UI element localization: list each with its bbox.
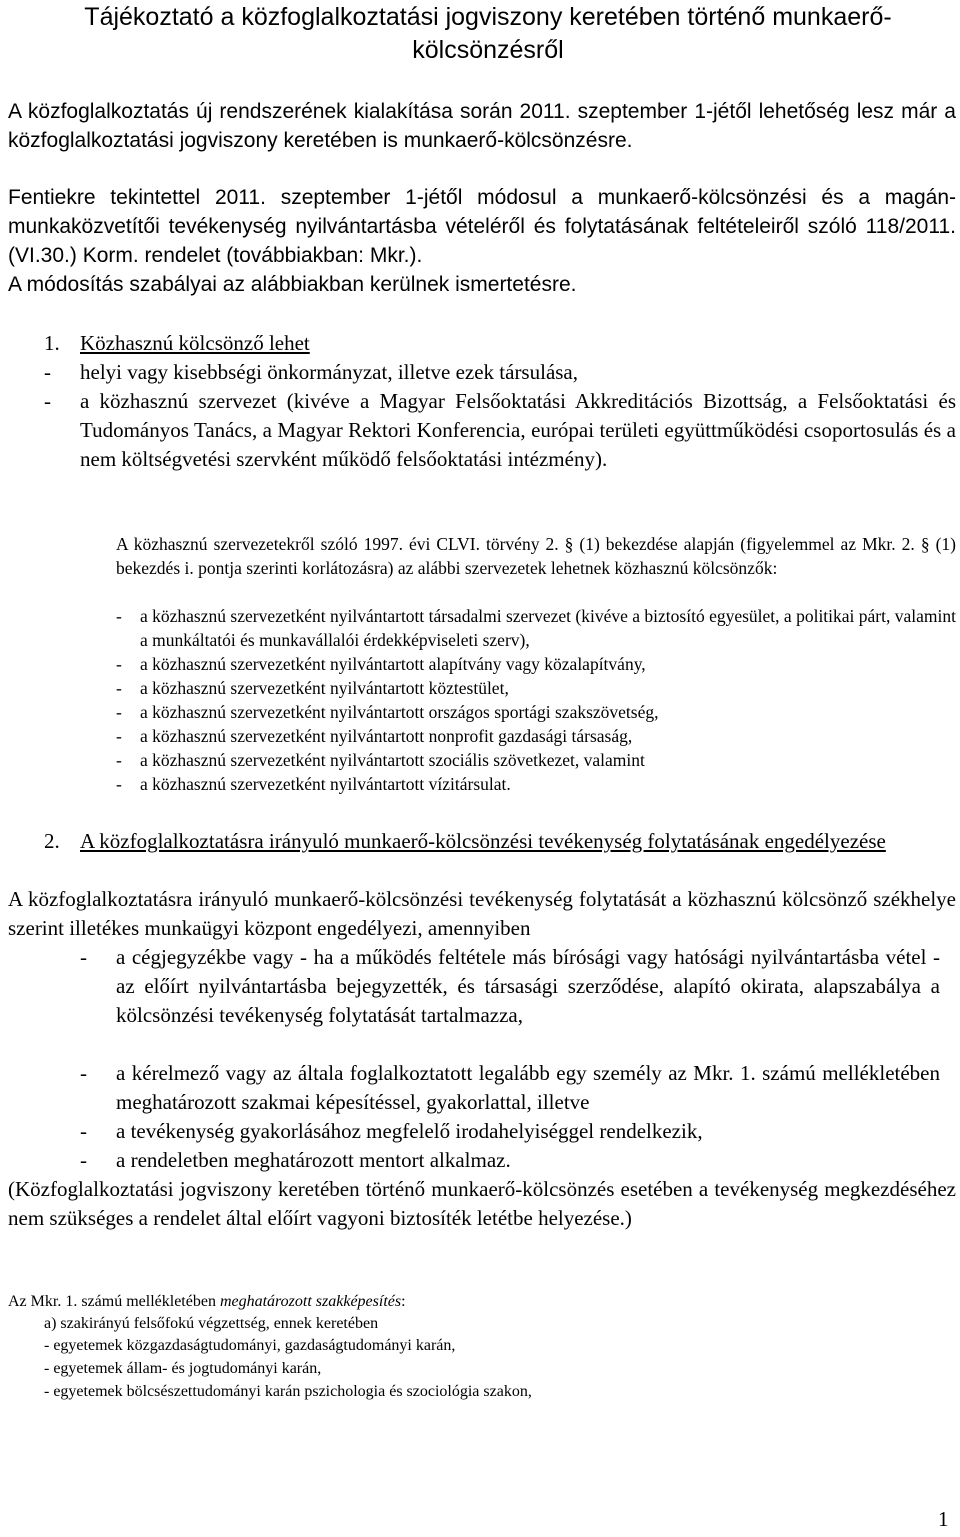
- note-item: a közhasznú szervezetként nyilvántartott alapítvány vagy közalapítvány,: [140, 654, 646, 674]
- note-item: a közhasznú szervezetként nyilvántartott köztestület,: [140, 678, 509, 698]
- section-1-item: helyi vagy kisebbségi önkormányzat, illetve ezek társulása,: [80, 360, 579, 384]
- section-1-heading: Közhasznú kölcsönző lehet: [80, 331, 310, 355]
- annex-item: a) szakirányú felsőfokú végzettség, ennek keretében: [44, 1315, 379, 1332]
- section-2-item: a cégjegyzékbe vagy - ha a működés feltétele más bírósági vagy hatósági nyilvántartásba vétel - az előírt nyilvántartásba bejegyzették, és társasági szerződése, alapító okirata, alapszabálya a kölcsönzési tevékenység folytatását tartalmazza,: [116, 945, 940, 1027]
- annex-intro-plain: Az Mkr. 1. számú mellékletében: [8, 1293, 216, 1310]
- note-dash: -: [116, 654, 122, 674]
- note-dash: -: [116, 726, 122, 746]
- annex-item: - egyetemek bölcsészettudományi karán pszichologia és szociológia szakon,: [44, 1383, 532, 1400]
- section-2-dash: -: [80, 1119, 87, 1143]
- intro-paragraph-1: A közfoglalkoztatás új rendszerének kialakítása során 2011. szeptember 1-jétől lehetőség lesz már a közfoglalkoztatási jogviszony keretében is munkaerő-kölcsönzésre.: [8, 100, 956, 152]
- section-1-note-intro: A közhasznú szervezetekről szóló 1997. évi CLVI. törvény 2. § (1) bekezdése alapján (figyelemmel az Mkr. 2. § (1) bekezdés i. pontja szerinti korlátozásra) az alábbi szervezetek lehetnek közhasznú kölcsönzők:: [116, 534, 956, 578]
- note-dash: -: [116, 678, 122, 698]
- section-1-number: 1.: [44, 331, 60, 355]
- section-2-intro: A közfoglalkoztatásra irányuló munkaerő-kölcsönzési tevékenység folytatását a közhasznú kölcsönző székhelye szerint illetékes munkaügyi központ engedélyezi, amennyiben: [8, 887, 956, 940]
- note-item: a közhasznú szervezetként nyilvántartott társadalmi szervezet (kivéve a biztosító egyesület, a politikai párt, valamint a munkáltatói és munkavállalói érdekképviseleti szerv),: [140, 606, 956, 650]
- note-dash: -: [116, 774, 122, 794]
- intro-paragraph-2: Fentiekre tekintettel 2011. szeptember 1-jétől módosul a munkaerő-kölcsönzési és a magán-munkaközvetítői tevékenység nyilvántartásba vételéről és folytatásának feltételeiről szóló 118/2011. (VI.30.) Korm. rendelet (továbbiakban: Mkr.).: [8, 186, 956, 267]
- annex-intro-colon: :: [401, 1293, 406, 1310]
- page-title: Tájékoztató a közfoglalkoztatási jogviszony keretében történő munkaerő-kölcsönzésről: [84, 3, 892, 64]
- section-2-dash: -: [80, 1061, 87, 1085]
- annex-intro: [8, 1291, 406, 1313]
- section-1-item: a közhasznú szervezet (kivéve a Magyar Felsőoktatási Akkreditációs Bizottság, a Felsőoktatási és Tudományos Tanács, a Magyar Rektori Konferencia, európai területi együttműködési csoportosulás és a nem költségvetési szervként működő felsőoktatási intézmény).: [80, 389, 956, 471]
- section-2-dash: -: [80, 1148, 87, 1172]
- note-item: a közhasznú szervezetként nyilvántartott nonprofit gazdasági társaság,: [140, 726, 633, 746]
- section-2-heading: A közfoglalkoztatásra irányuló munkaerő-kölcsönzési tevékenység folytatásának engedélyezése: [80, 829, 886, 853]
- section-2-number: 2.: [44, 829, 60, 853]
- intro-paragraph-3: A módosítás szabályai az alábbiakban kerülnek ismertetésre.: [8, 273, 577, 296]
- section-2-item: a kérelmező vagy az általa foglalkoztatott legalább egy személy az Mkr. 1. számú mellékletében meghatározott szakmai képesítéssel, gyakorlattal, illetve: [116, 1061, 940, 1114]
- note-item: a közhasznú szervezetként nyilvántartott szociális szövetkezet, valamint: [140, 750, 645, 770]
- section-1-dash: -: [44, 389, 51, 413]
- annex-item: - egyetemek közgazdaságtudományi, gazdaságtudományi karán,: [44, 1337, 456, 1354]
- annex-item: - egyetemek állam- és jogtudományi karán,: [44, 1360, 322, 1377]
- section-2-item: a rendeletben meghatározott mentort alkalmaz.: [116, 1148, 511, 1172]
- section-1-dash: -: [44, 360, 51, 384]
- section-2-item: a tevékenység gyakorlásához megfelelő irodahelyiséggel rendelkezik,: [116, 1119, 703, 1143]
- note-item: a közhasznú szervezetként nyilvántartott vízitársulat.: [140, 774, 511, 794]
- section-2-dash: -: [80, 945, 87, 969]
- note-dash: -: [116, 702, 122, 722]
- note-dash: -: [116, 750, 122, 770]
- note-dash: -: [116, 606, 122, 626]
- page-number: 1: [938, 1507, 949, 1531]
- annex-intro-italic: meghatározott szakképesítés: [219, 1293, 402, 1310]
- section-2-closing: (Közfoglalkoztatási jogviszony keretében történő munkaerő-kölcsönzés esetében a tevékenység megkezdéséhez nem szükséges a rendelet által előírt vagyoni biztosíték letétbe helyezése.): [8, 1177, 956, 1230]
- note-item: a közhasznú szervezetként nyilvántartott országos sportági szakszövetség,: [140, 702, 659, 722]
